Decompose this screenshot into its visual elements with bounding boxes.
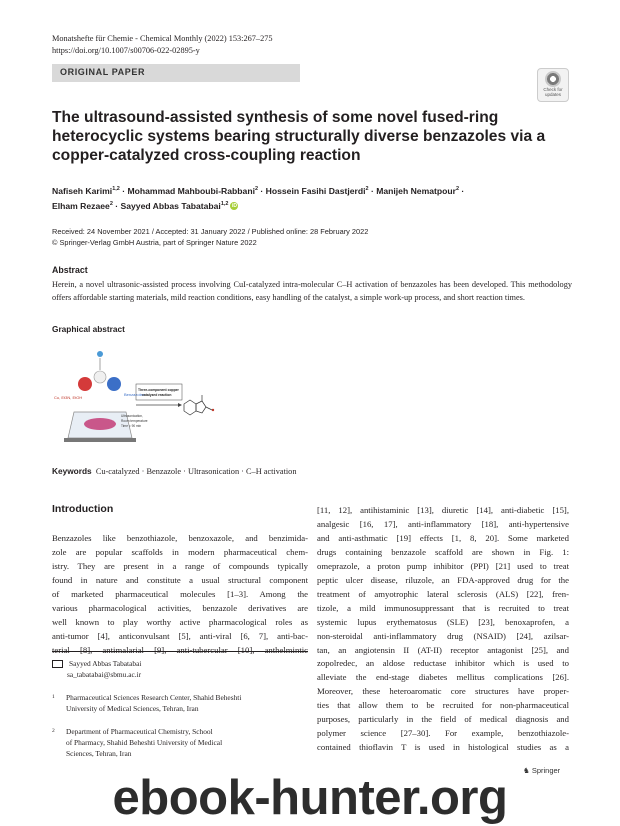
body-line: of marketed pharmaceutical molecules [1–3]. Among the [52,588,308,599]
author[interactable]: Sayyed Abbas Tabatabai$^{1,2}$ [120,200,229,211]
author[interactable]: Nafiseh Karimi$^{1,2}$ [52,185,120,196]
author[interactable]: Hossein Fasihi Dastjerdi$^2$ [265,185,369,196]
author[interactable]: Manijeh Nematpour$^2$ [376,185,460,196]
body-line: zopolredec, an aldose reductase inhibitor which is used to [317,658,569,669]
body-line: well known to play worthy active pharmacological roles as [52,616,308,627]
flask-blue-ball-icon [107,377,121,391]
body-line: contained thioflavin T is used in histological studies as a [317,742,569,753]
body-line: various pharmacological activities, benzazole derivatives are [52,602,308,613]
body-line: and anti-asthmatic [19] effects [1, 8, 20]. Some marketed [317,532,569,543]
product-substituent-icon [212,409,214,411]
condition-2: Room temperature [121,419,148,423]
body-line: polymer science [27–30]. For example, benzothiazole- [317,728,569,739]
graphical-abstract-heading: Graphical abstract [52,324,125,334]
body-line: drugs containing benzazole scaffold are shown in Fig. 1: [317,546,569,557]
body-line: systemic lupus erythematosus (SLE) [23], benoxaprofen, a [317,616,569,627]
benzazoles-label: Benzazoles [124,392,145,397]
keywords-list: Cu-catalyzed · Benzazole · Ultrasonication · C–H activation [95,467,297,476]
publisher-name: Springer [531,766,561,775]
affiliation-line: Department of Pharmaceutical Chemistry, School [66,727,213,736]
doi-link[interactable]: https://doi.org/10.1007/s00706-022-02895-y [52,46,200,55]
body-line: found in nature and constitute a usual structural component [52,574,308,585]
body-line: tizole, a mild immunosuppressant that is recruited to treat [317,602,569,613]
abstract-heading: Abstract [52,265,88,275]
publication-dates [52,226,368,248]
springer-horse-icon: ♞ [523,766,530,775]
affiliation-number: 1 [52,694,55,700]
check-for-updates-badge[interactable] [537,68,569,102]
flask-white-ball-icon [94,371,106,383]
body-line: terial [8], antimalarial [9], anti-tubercular [10], anthelmintic [52,644,308,655]
affiliation-line: of Pharmacy, Shahid Beheshti University of Medical [66,738,223,747]
body-line: anti-tumor [4], anticonvulsant [5], anti-viral [6, 7], anti-bac- [52,630,308,641]
author[interactable]: Elham Rezaee$^2$ [52,200,113,211]
envelope-icon [52,660,63,668]
body-line: [11, 12], antihistaminic [13], diuretic [14], anti-diabetic [15], [317,505,569,515]
product-structure-icon [184,395,212,415]
author[interactable]: Mohammad Mahboubi-Rabbani$^2$ [127,185,259,196]
dates-line: Received: 24 November 2021 / Accepted: 31 January 2022 / Published online: 28 February 2022 [52,227,369,236]
orcid-icon[interactable]: iD [231,203,237,210]
affiliation [52,692,272,714]
condition-3: Time = 90 min [121,424,142,428]
affiliation-line: Sciences, Tehran, Iran [66,749,132,758]
journal-citation [52,33,273,57]
section-label: ORIGINAL PAPER [60,67,146,77]
badge-line-2: updates [544,92,561,97]
arrow-head-icon [178,403,182,407]
body-line: tan, an angiotensin II (AT-II) receptor antagonist [25], and [317,644,569,655]
flask-red-ball-icon [78,377,92,391]
footnote-rule [52,651,308,652]
correspondence [52,658,141,680]
body-line: Benzazoles like benzothiazole, benzoxazole, and benzimida- [52,533,308,543]
body-column-left [52,532,308,658]
correspondence-email[interactable]: sa_tabatabai@sbmu.ac.ir [67,670,142,679]
watermark: ebook-hunter.org [112,771,508,825]
reaction-mixture-icon [84,418,116,430]
body-line: treatment of amyotrophic lateral sclerosis (ALS) [22], fren- [317,588,569,599]
badge-line-1: Check for [543,87,563,92]
condition-1: Ultrasonication, [121,414,143,418]
reaction-box-label-1: Three-component copper [138,388,179,392]
check-for-updates-icon [545,71,561,87]
keywords-heading: Keywords [52,466,92,476]
reaction-box-label-2: catalyzed reaction [142,393,172,397]
affiliation [52,726,282,759]
body-line: Moreover, these heteroaromatic core structures have proper- [317,686,569,697]
correspondence-name: Sayyed Abbas Tabatabai [69,659,142,668]
affiliation-line: Pharmaceutical Sciences Research Center, Shahid Beheshti [66,693,242,702]
body-column-right [317,504,569,755]
reagent-top-icon [97,351,103,357]
introduction-heading: Introduction [52,503,114,515]
affiliation-number: 2 [52,728,55,734]
body-line: purposes, particularly in the field of medical diagnosis and [317,714,569,725]
keywords [52,466,296,476]
body-line: alleviate the end-stage diabetes mellitus complications [26]. [317,672,569,683]
ultrasonic-bath-icon [64,438,136,442]
catalyst-label: Cu, Et3N, EtOH [54,395,83,400]
body-line: analgesic [16, 17], anti-inflammatory [18], anti-hypertensive [317,518,569,529]
copyright-line: © Springer-Verlag GmbH Austria, part of Springer Nature 2022 [52,238,257,247]
abstract-text: Herein, a novel ultrasonic-assisted process involving CuI-catalyzed intra-molecular C–H activation of benzazoles has been developed. This methodology offers affordable starting materials, mild reaction conditions, easy handling of the catalyst, a simple work-up process, and short reaction times. [52,280,572,302]
journal-line: Monatshefte für Chemie - Chemical Monthly (2022) 153:267–275 [52,34,273,43]
body-line: zole are popular scaffolds in modern pharmaceutical chem- [52,546,308,557]
body-line: omeprazole, a proton pump inhibitor (PPI) [21] used to treat [317,560,569,571]
author-list: Nafiseh Karimi$^{1,2}$ · Mohammad Mahboubi-Rabbani$^2$ · Hossein Fasihi Dastjerdi$^2$ · Manijeh Nematpour$^2$ · Elham Rezaee$^2$ · Sayyed Abbas Tabatabai$^{1,2}$ iD [52,185,465,211]
graphical-abstract-figure [52,344,220,444]
paper-title: The ultrasound-assisted synthesis of some novel fused-ring heterocyclic systems bearing structurally diverse benzazoles via a copper-catalyzed cross-coupling reaction [52,109,546,164]
body-line: non-steroidal anti-inflammatory drug (NSAID) [24], azilsar- [317,630,569,641]
body-line: peptic ulcer disease, riluzole, an FDA-approved drug for the [317,574,569,585]
body-line: ties that allow them to be recruited for non-pharmaceutical [317,700,569,711]
affiliation-line: University of Medical Sciences, Tehran, Iran [66,704,199,713]
body-line: istry. They are present in a range of compounds typically [52,560,308,571]
